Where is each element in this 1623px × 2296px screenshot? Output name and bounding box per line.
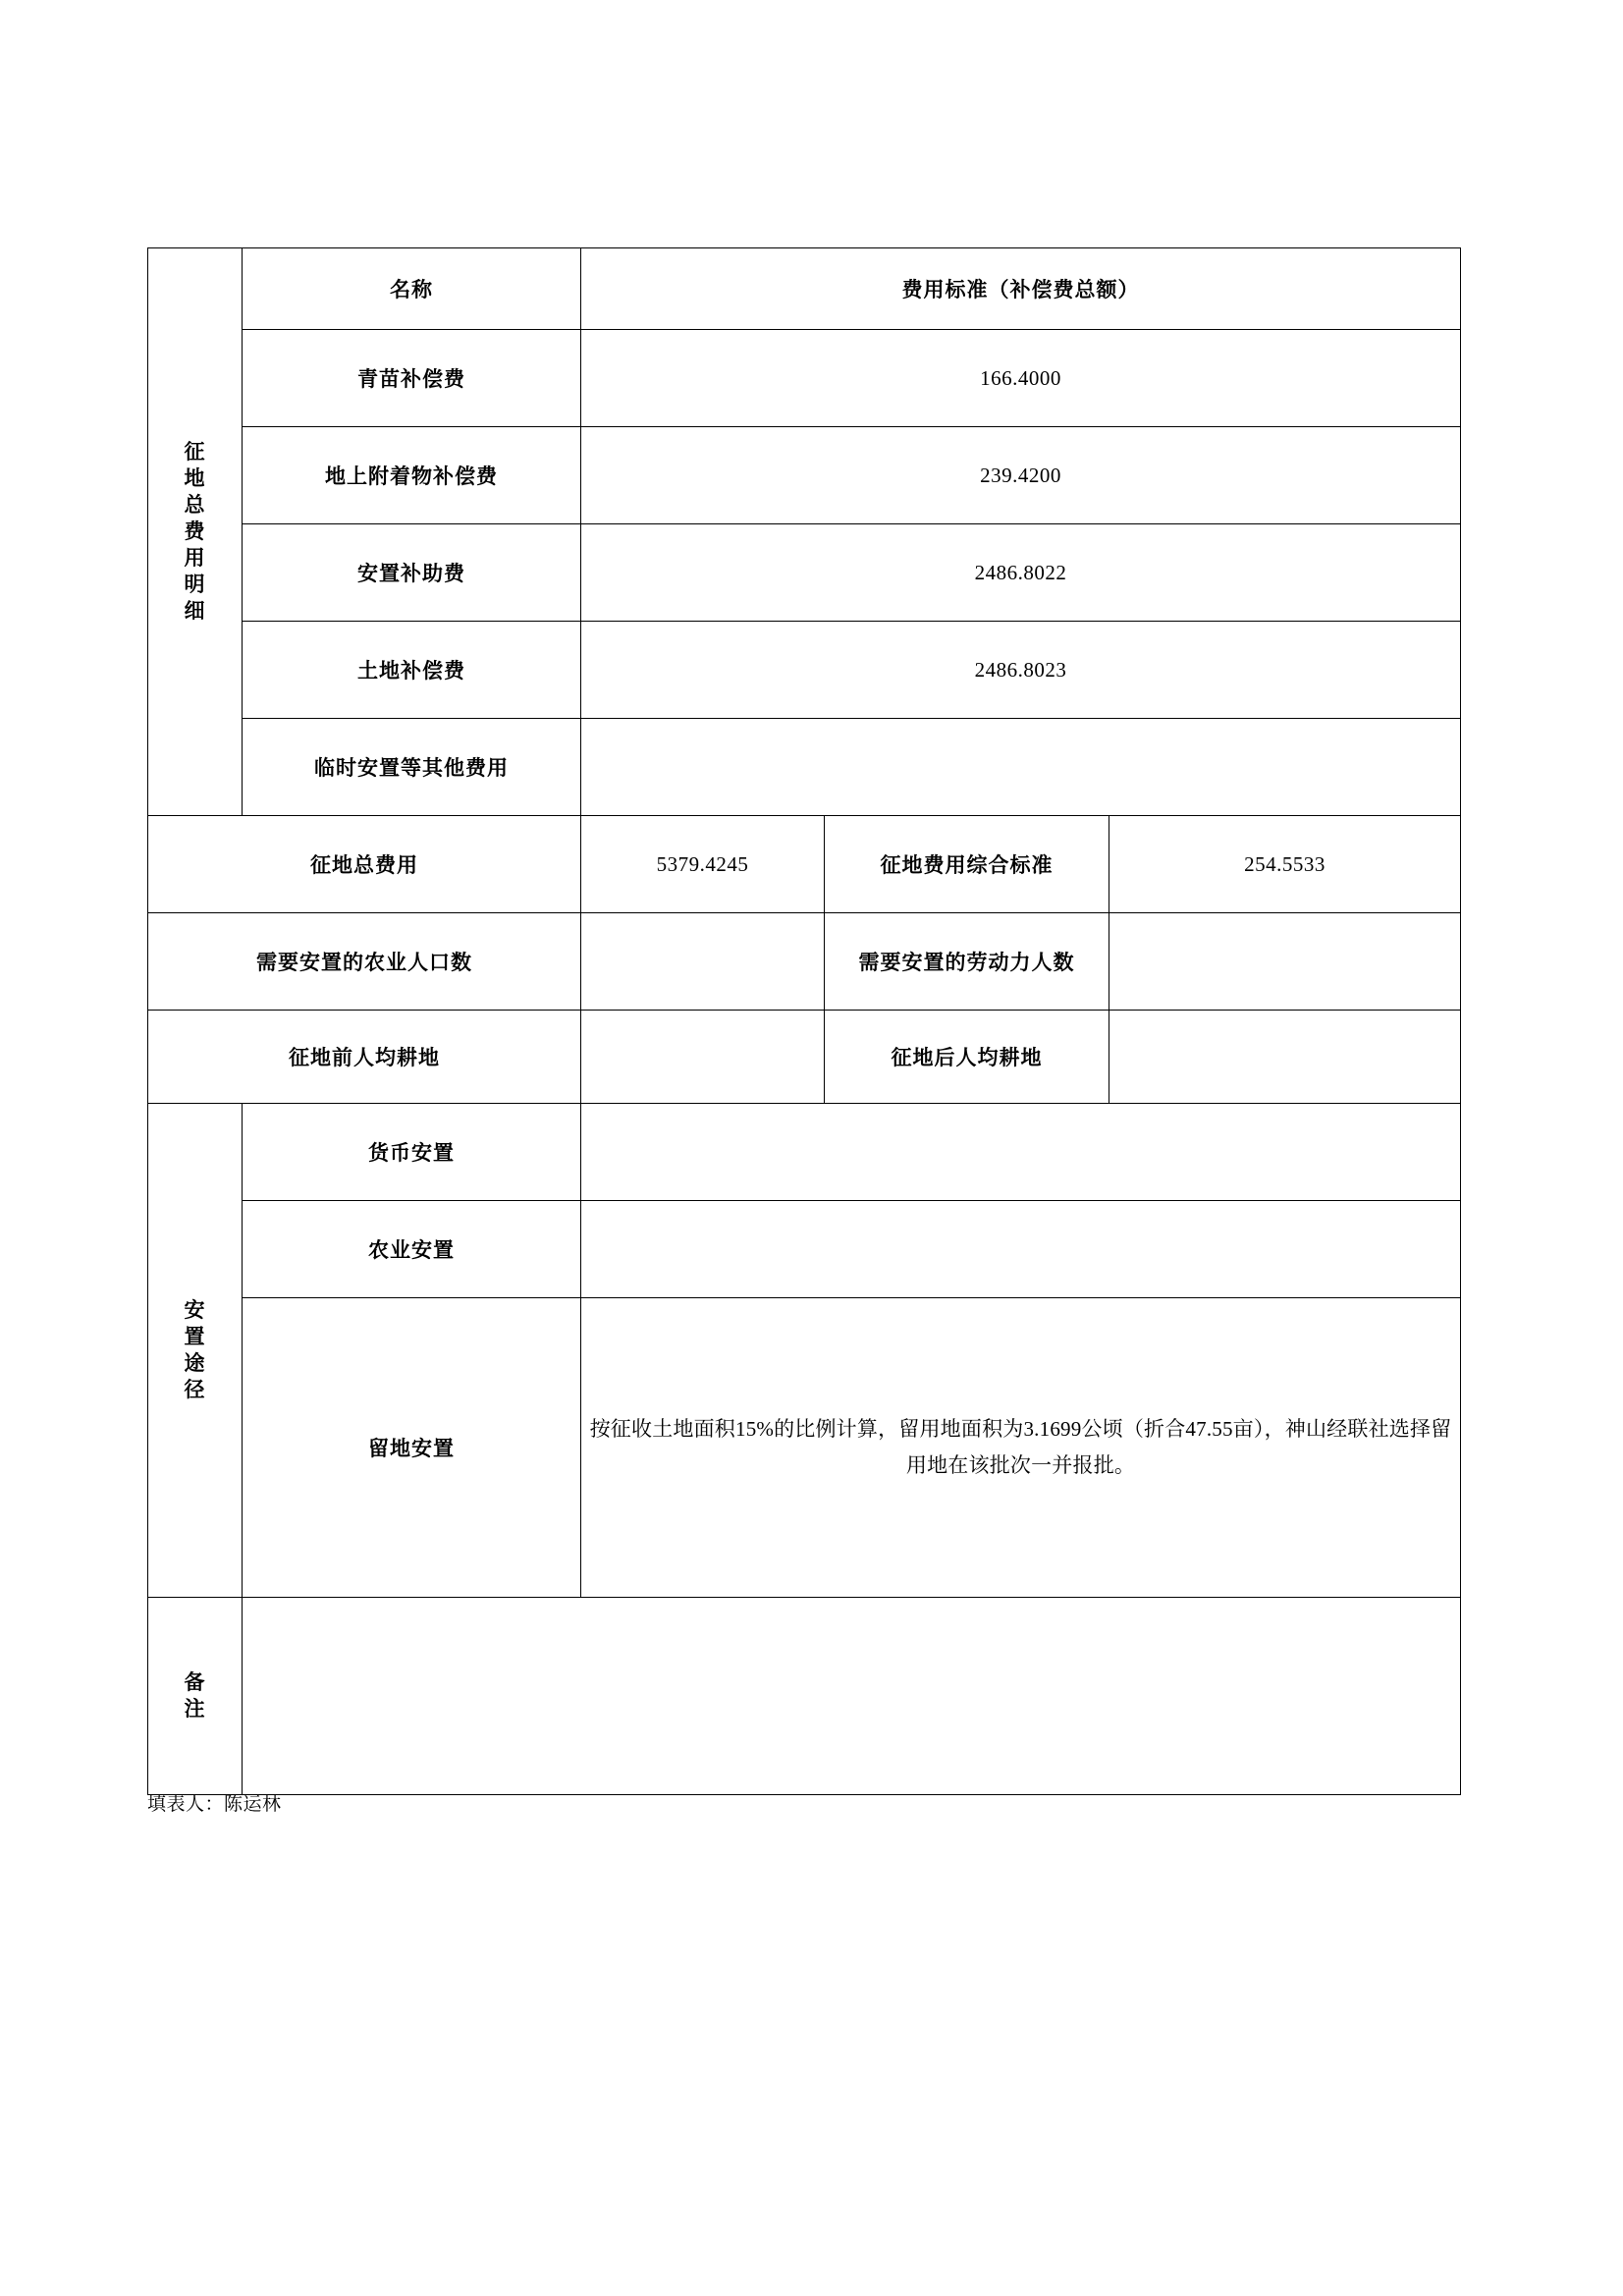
fee-value-land-compensation: 2486.8023: [581, 622, 1461, 719]
comprehensive-standard-label: 征地费用综合标准: [825, 816, 1109, 913]
section-label-acquisition-detail-text: 征地总费用明细: [184, 440, 206, 623]
fee-value-attachments: 239.4200: [581, 427, 1461, 524]
labor-population-label: 需要安置的劳动力人数: [825, 913, 1109, 1011]
land-reserved-resettlement-label: 留地安置: [243, 1298, 581, 1598]
fee-value-seedling: 166.4000: [581, 330, 1461, 427]
fee-label-seedling: 青苗补偿费: [243, 330, 581, 427]
table-row: [148, 719, 1461, 816]
comprehensive-standard-value: 254.5533: [1109, 816, 1461, 913]
monetary-resettlement-label: 货币安置: [243, 1104, 581, 1201]
table-row: [148, 816, 1461, 913]
header-name-label: 名称: [243, 248, 581, 330]
table-row: [148, 524, 1461, 622]
total-fee-value: 5379.4245: [581, 816, 825, 913]
land-acquisition-table: [147, 247, 1461, 1795]
table-row: [148, 913, 1461, 1011]
fee-value-temporary-other: [581, 719, 1461, 816]
section-label-resettlement: [148, 1104, 243, 1598]
after-percapita-land-label: 征地后人均耕地: [825, 1011, 1109, 1104]
header-standard-label: 费用标准（补偿费总额）: [581, 248, 1461, 330]
form-filler-note: 填表人：陈运林: [147, 1793, 282, 1815]
remarks-label-text: 备注: [184, 1670, 206, 1721]
table-row: [148, 330, 1461, 427]
table-row: [148, 622, 1461, 719]
fee-label-temporary-other: 临时安置等其他费用: [243, 719, 581, 816]
agri-population-label: 需要安置的农业人口数: [148, 913, 581, 1011]
table-row: [148, 1298, 1461, 1598]
fee-label-resettlement-subsidy: 安置补助费: [243, 524, 581, 622]
agricultural-resettlement-label: 农业安置: [243, 1201, 581, 1298]
remarks-value: [243, 1598, 1461, 1795]
monetary-resettlement-value: [581, 1104, 1461, 1201]
remarks-label: [148, 1598, 243, 1795]
land-reserved-resettlement-value: 按征收土地面积15%的比例计算，留用地面积为3.1699公顷（折合47.55亩），神山经联社选择留用地在该批次一并报批。: [581, 1298, 1461, 1598]
table-row: [148, 427, 1461, 524]
section-label-acquisition-detail: [148, 248, 243, 816]
table-row: [148, 1598, 1461, 1795]
table-row: [148, 1201, 1461, 1298]
agricultural-resettlement-value: [581, 1201, 1461, 1298]
fee-label-attachments: 地上附着物补偿费: [243, 427, 581, 524]
after-percapita-land-value: [1109, 1011, 1461, 1104]
table-row: [148, 1011, 1461, 1104]
before-percapita-land-value: [581, 1011, 825, 1104]
section-label-resettlement-text: 安置途径: [184, 1298, 206, 1401]
total-fee-label: 征地总费用: [148, 816, 581, 913]
fee-label-land-compensation: 土地补偿费: [243, 622, 581, 719]
table-row: [148, 248, 1461, 330]
agri-population-value: [581, 913, 825, 1011]
fee-value-resettlement-subsidy: 2486.8022: [581, 524, 1461, 622]
table-row: [148, 1104, 1461, 1201]
before-percapita-land-label: 征地前人均耕地: [148, 1011, 581, 1104]
labor-population-value: [1109, 913, 1461, 1011]
